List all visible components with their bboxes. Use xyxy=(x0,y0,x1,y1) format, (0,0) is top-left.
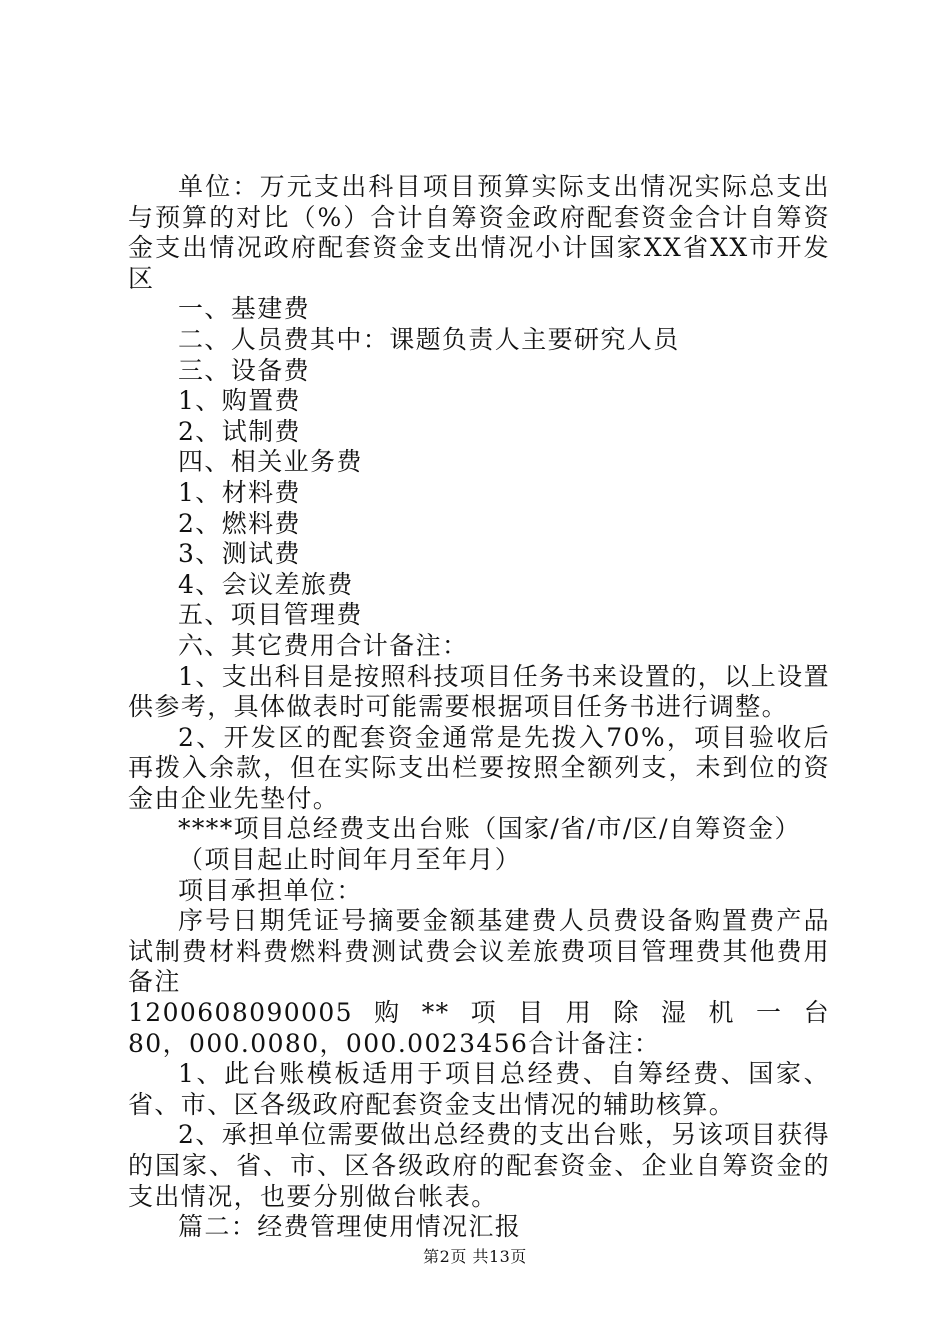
item-line: 五、项目管理费 xyxy=(178,600,363,630)
note-paragraph: 1、支出科目是按照科技项目任务书来设置的，以上设置供参考，具体做表时可能需要根据项目任务书进行调整。 xyxy=(128,661,830,722)
ledger-title: ****项目总经费支出台账（国家/省/市/区/自筹资金） xyxy=(178,814,801,844)
document-body xyxy=(128,172,830,1243)
page-number: 第2页 共13页 xyxy=(423,1247,527,1266)
budget-header-paragraph: 单位：万元支出科目项目预算实际支出情况实际总支出与预算的对比（%）合计自筹资金政府配套资金合计自筹资金支出情况政府配套资金支出情况小计国家XX省XX市开发区 xyxy=(128,172,830,293)
item-line: 3、测试费 xyxy=(178,539,301,569)
item-line: 2、试制费 xyxy=(178,416,301,446)
item-line: 4、会议差旅费 xyxy=(178,569,354,599)
note-paragraph: 1、此台账模板适用于项目总经费、自筹经费、国家、省、市、区各级政府配套资金支出情况的辅助核算。 xyxy=(128,1059,830,1119)
ledger-period: （项目起止时间年月至年月） xyxy=(178,845,522,875)
note-paragraph: 2、开发区的配套资金通常是先拨入70%，项目验收后再拨入余款，但在实际支出栏要按照全额列支，未到位的资金由企业先垫付。 xyxy=(128,722,830,813)
item-line: 六、其它费用合计备注： xyxy=(178,630,469,660)
item-line: 1、材料费 xyxy=(178,477,301,507)
item-line: 二、人员费其中：课题负责人主要研究人员 xyxy=(178,324,680,354)
section-heading: 篇二：经费管理使用情况汇报 xyxy=(178,1212,522,1242)
item-line: 一、基建费 xyxy=(178,294,311,324)
ledger-columns-paragraph: 序号日期凭证号摘要金额基建费人员费设备购置费产品试制费材料费燃料费测试费会议差旅费项目管理费其他费用备注 xyxy=(128,906,830,997)
ledger-amount-line: 80，000.0080，000.0023456合计备注： xyxy=(128,1028,661,1058)
note-paragraph: 2、承担单位需要做出总经费的支出台账，另该项目获得的国家、省、市、区各级政府的配套资金、企业自筹资金的支出情况，也要分别做台帐表。 xyxy=(128,1120,830,1211)
item-line: 1、购置费 xyxy=(178,386,301,416)
ledger-entry-line: 1200608090005购**项目用除湿机一台 xyxy=(128,998,830,1028)
item-line: 四、相关业务费 xyxy=(178,447,363,477)
item-line: 2、燃料费 xyxy=(178,508,301,538)
item-line: 三、设备费 xyxy=(178,355,311,385)
ledger-unit-label: 项目承担单位： xyxy=(178,875,363,905)
